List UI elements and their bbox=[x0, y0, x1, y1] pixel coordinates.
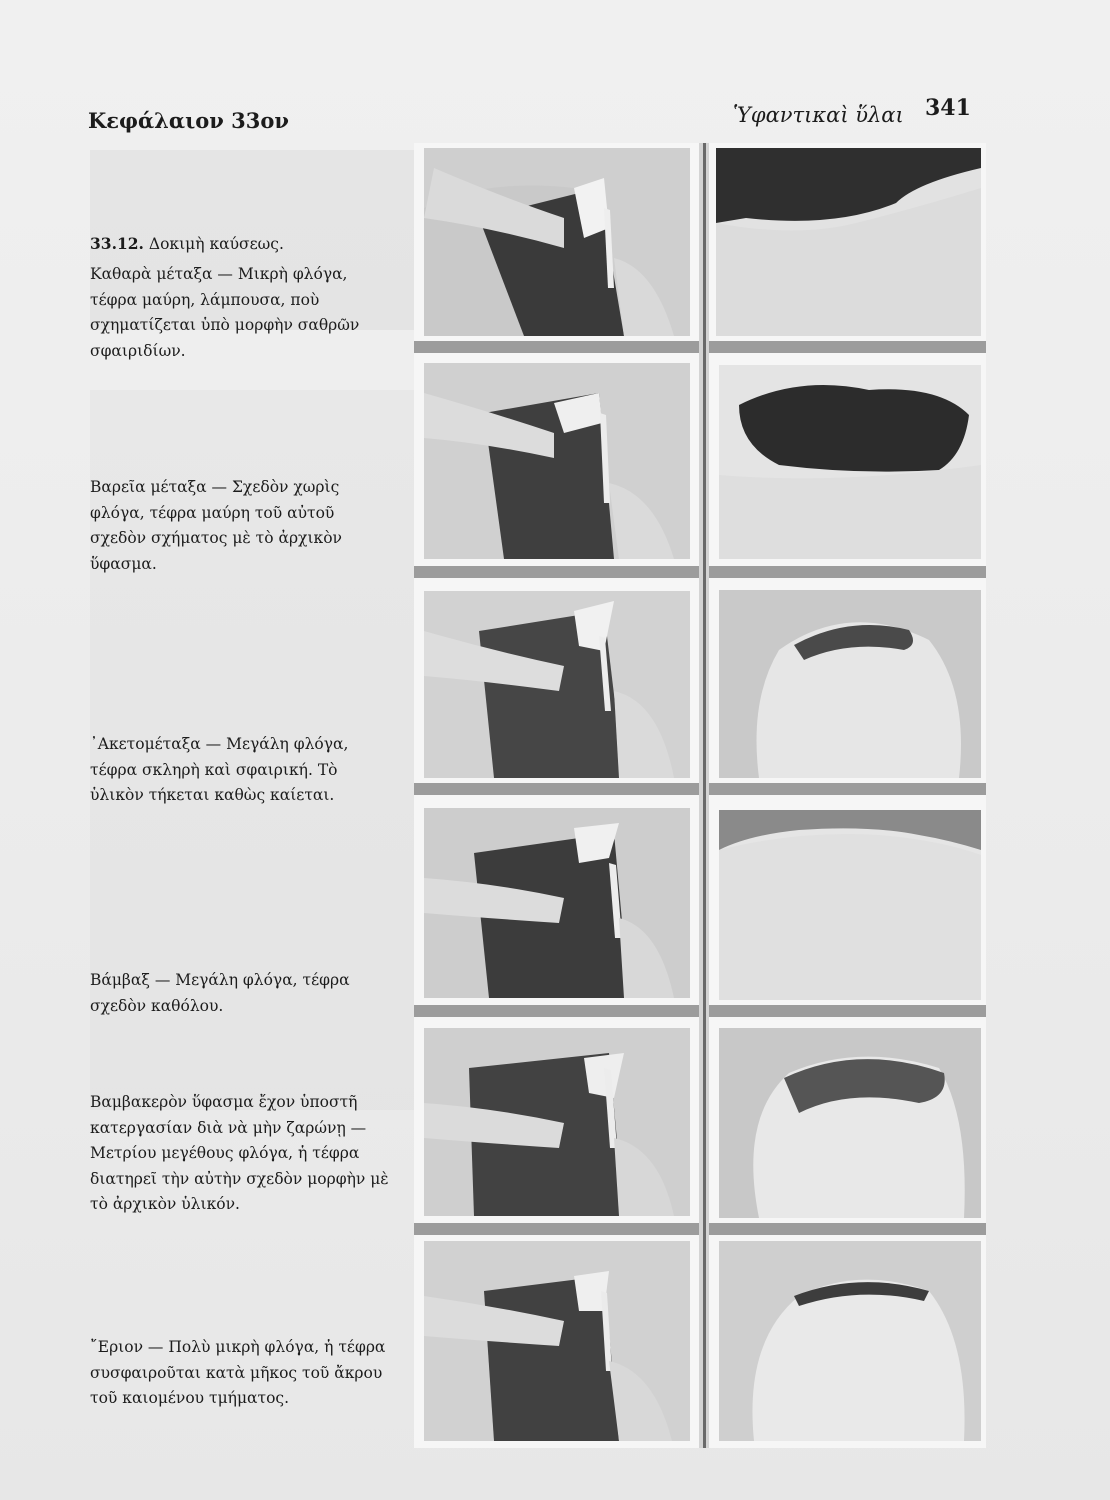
ash-photo-icon bbox=[719, 590, 981, 778]
burning-photo-icon bbox=[424, 1241, 690, 1441]
column-divider-line bbox=[703, 143, 706, 1448]
page-number: 341 bbox=[925, 95, 971, 121]
caption-acetate: ᾿Ακετομέταξα — Μεγάλη φλόγα, τέφρα σκληρὴ καὶ σφαιρική. Τὸ ὑλικὸν τήκεται καθὼς καίεται. bbox=[90, 735, 349, 804]
section-name: Δοκιμὴ καύσεως. bbox=[148, 235, 284, 253]
photo-burning-heavy-silk bbox=[424, 363, 690, 559]
ash-photo-icon bbox=[719, 810, 981, 1000]
photo-ash-heavy-silk bbox=[719, 365, 981, 559]
photo-burning-treated-cotton bbox=[424, 1028, 690, 1216]
photo-burning-pure-silk bbox=[424, 148, 690, 336]
photo-burning-wool bbox=[424, 1241, 690, 1441]
burning-photo-icon bbox=[424, 1028, 690, 1216]
ash-photo-icon bbox=[719, 1241, 981, 1441]
ash-photo-icon bbox=[719, 1028, 981, 1218]
burning-photo-icon bbox=[424, 591, 690, 778]
caption-wool: ῎Εριον — Πολὺ μικρὴ φλόγα, ἡ τέφρα συσφαιροῦται κατὰ μῆκος τοῦ ἄκρου τοῦ καιομένου τμήματος. bbox=[90, 1338, 386, 1407]
caption-treated-cotton: Βαμβακερὸν ὕφασμα ἔχον ὑποστῆ κατεργασίαν διὰ νὰ μὴν ζαρώνῃ — Μετρίου μεγέθους φλόγα, ἡ τέφρα διατηρεῖ τὴν αὐτὴν σχεδὸν μορφὴν μὲ τὸ ἀρχικὸν ὑλικόν. bbox=[90, 1093, 389, 1213]
burning-photo-icon bbox=[424, 363, 690, 559]
running-head: Ὑφαντικαὶ ὕλαι bbox=[733, 103, 904, 127]
photo-grid bbox=[414, 143, 986, 1448]
chapter-title: Κεφάλαιον 33ον bbox=[88, 108, 289, 133]
ash-photo-icon bbox=[716, 148, 981, 336]
photo-burning-acetate bbox=[424, 591, 690, 778]
photo-burning-cotton bbox=[424, 808, 690, 998]
caption-cotton: Βάμβαξ — Μεγάλη φλόγα, τέφρα σχεδὸν καθόλου. bbox=[90, 971, 350, 1015]
caption-pure-silk: Καθαρὰ μέταξα — Μικρὴ φλόγα, τέφρα μαύρη, λάμπουσα, ποὺ σχηματίζεται ὑπὸ μορφὴν σαθρῶν σφαιριδίων. bbox=[90, 265, 360, 360]
burning-photo-icon bbox=[424, 148, 690, 336]
burning-photo-icon bbox=[424, 808, 690, 998]
photo-ash-acetate bbox=[719, 590, 981, 778]
photo-ash-cotton bbox=[719, 810, 981, 1000]
section-number: 33.12. bbox=[90, 234, 144, 253]
ash-photo-icon bbox=[719, 365, 981, 559]
section-heading bbox=[90, 234, 284, 253]
photo-ash-pure-silk bbox=[716, 148, 981, 336]
photo-ash-treated-cotton bbox=[719, 1028, 981, 1218]
caption-heavy-silk: Βαρεῖα μέταξα — Σχεδὸν χωρὶς φλόγα, τέφρα μαύρη τοῦ αὐτοῦ σχεδὸν σχήματος μὲ τὸ ἀρχικὸν ὕφασμα. bbox=[90, 478, 342, 573]
photo-ash-wool bbox=[719, 1241, 981, 1441]
